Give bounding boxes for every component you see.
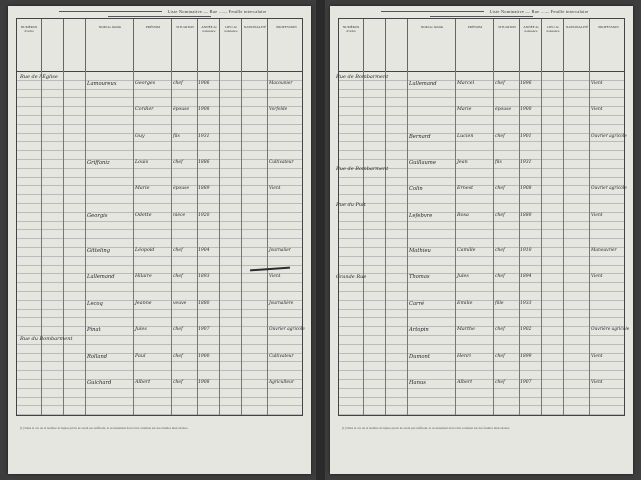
entry-given: Henri: [457, 353, 471, 359]
entry-name: Gitteling: [87, 248, 111, 254]
entry-year: 1931: [520, 160, 532, 165]
entry-job: Vient: [591, 80, 603, 86]
census-rows: [339, 71, 630, 415]
entry-year: 1920: [198, 212, 210, 218]
entry-status: chef: [173, 353, 183, 359]
entry-year: 1902: [520, 327, 532, 333]
column-header: PRÉNOM: [467, 25, 483, 29]
column-rule: [493, 71, 494, 415]
page-footnote: (1) Dans le cas où le nombre de lignes prévu ne serait pas suffisant, le recensement devra être continué sur des feuilles intercalaires.: [20, 426, 189, 430]
entry-given: Jules: [457, 274, 469, 280]
column-rule: [541, 71, 542, 415]
entry-given: Jean: [457, 160, 468, 165]
column-rule: [407, 71, 408, 415]
entry-year: 1900: [198, 353, 210, 359]
entry-year: 1886: [198, 160, 210, 165]
entry-year: 1900: [520, 107, 532, 113]
entry-year: 1904: [198, 248, 210, 253]
entry-given: Marthe: [457, 327, 475, 333]
entry-given: Emilie: [457, 300, 473, 306]
column-rule: [63, 71, 64, 415]
street-name: Rue du Puit: [336, 202, 366, 208]
column-rule: [197, 71, 198, 415]
entry-status: fils: [495, 160, 502, 165]
entry-status: chef: [173, 274, 183, 280]
entry-year: 1910: [520, 248, 532, 253]
entry-status: chef: [495, 186, 505, 192]
table-row: [17, 405, 302, 415]
entry-status: épouse: [173, 107, 190, 113]
column-rule: [455, 71, 456, 415]
entry-name: Lallemand: [87, 274, 115, 281]
entry-status: chef: [495, 212, 505, 218]
entry-name: Lamoureux: [87, 80, 117, 87]
entry-name: Carré: [409, 300, 425, 307]
entry-job: Vient: [269, 274, 281, 280]
entry-name: Colin: [409, 186, 423, 193]
street-name: Rue du Bombarment: [20, 336, 73, 342]
page-header: Liste Nominative — Rue ...— Feuille intercalaire: [8, 9, 311, 19]
entry-given: Hilaire: [135, 274, 152, 280]
entry-name: Dumont: [409, 353, 430, 360]
entry-given: Léopold: [135, 248, 155, 253]
entry-status: veuve: [173, 300, 187, 306]
entry-given: Odette: [135, 212, 152, 218]
entry-status: chef: [495, 133, 505, 139]
entry-given: Camille: [457, 248, 476, 253]
column-rule: [41, 71, 42, 415]
census-rows: [17, 71, 305, 415]
table-row: [339, 405, 624, 415]
entry-year: 1893: [198, 274, 210, 280]
column-header: NUMÉROS d'ordre: [342, 25, 360, 33]
entry-name: Hanus: [409, 380, 426, 386]
entry-status: chef: [495, 80, 505, 86]
entry-name: Lecoq: [87, 300, 103, 307]
column-rule: [267, 71, 268, 415]
entry-job: Ouvrier agricole: [269, 327, 305, 333]
entry-status: fille: [495, 300, 504, 306]
entry-job: Cultivateur: [269, 160, 294, 165]
entry-status: nièce: [173, 212, 186, 218]
entry-given: Guy: [135, 133, 145, 139]
entry-job: Manouvrier: [591, 248, 617, 253]
entry-name: Griffaniz: [87, 160, 110, 166]
entry-job: Ouvrier agricole: [591, 133, 627, 139]
column-headers: [339, 19, 624, 72]
column-rule: [363, 71, 364, 415]
entry-job: Agriculteur: [269, 380, 294, 385]
entry-job: Vient: [591, 107, 603, 113]
entry-status: chef: [173, 248, 183, 253]
entry-name: Bernard: [409, 133, 431, 140]
column-header: PROFESSION: [276, 25, 297, 29]
entry-given: Marcel: [457, 80, 475, 86]
entry-name: Mathieu: [409, 248, 431, 254]
entry-job: Ouvrière agricole: [591, 327, 630, 333]
entry-job: Journalier: [269, 248, 291, 253]
entry-status: chef: [173, 160, 183, 165]
entry-year: 1907: [198, 327, 210, 333]
column-header: NATIONALITÉ: [565, 25, 589, 29]
entry-status: épouse: [495, 107, 512, 113]
entry-given: Georges: [135, 80, 156, 86]
entry-status: épouse: [173, 186, 190, 192]
entry-year: 1933: [520, 300, 532, 306]
column-rule: [241, 71, 242, 415]
entry-job: Vient: [591, 380, 603, 385]
entry-status: chef: [495, 353, 505, 359]
entry-status: chef: [173, 327, 183, 333]
entry-job: Cultivateur: [269, 353, 294, 359]
entry-status: chef: [495, 327, 505, 333]
entry-job: Journalière: [269, 300, 294, 306]
entry-year: 1908: [198, 380, 210, 385]
column-rule: [219, 71, 220, 415]
entry-name: Pinat: [87, 327, 101, 334]
entry-name: Rolland: [87, 353, 108, 360]
entry-job: Vient: [591, 353, 603, 359]
entry-given: Paul: [135, 353, 146, 359]
column-header: NATIONALITÉ: [243, 25, 267, 29]
entry-job: Vorfelde: [269, 107, 288, 113]
entry-year: 1906: [198, 80, 210, 86]
entry-given: Louis: [135, 160, 149, 165]
street-name: Rue de Bombarment: [336, 166, 389, 172]
column-rule: [385, 71, 386, 415]
column-rule: [589, 71, 590, 415]
entry-year: 1908: [520, 186, 532, 192]
entry-status: fils: [173, 133, 180, 139]
page-header: Liste Nominative — Rue ...— Feuille intercalaire: [330, 9, 633, 19]
page-footnote: (1) Dans le cas où le nombre de lignes prévu ne serait pas suffisant, le recensement devra être continué sur des feuilles intercalaires.: [342, 426, 511, 430]
column-rule: [85, 71, 86, 415]
column-headers: [17, 19, 302, 72]
column-rule: [563, 71, 564, 415]
column-rule: [133, 71, 134, 415]
street-name: Rue de l'Église: [20, 74, 58, 80]
entry-year: 1880: [198, 300, 210, 306]
entry-name: Georgis: [87, 212, 108, 219]
entry-status: chef: [173, 80, 183, 86]
entry-status: chef: [495, 380, 505, 385]
census-page-left: [8, 6, 311, 474]
column-header: PROFESSION: [598, 25, 619, 29]
column-header: LIEU de naissance: [224, 25, 238, 33]
column-header: LIEU de naissance: [546, 25, 560, 33]
book-gutter: [316, 0, 325, 480]
entry-year: 1894: [520, 274, 532, 280]
entry-status: chef: [495, 274, 505, 280]
entry-given: Marie: [135, 186, 150, 192]
column-header: SITUATION: [498, 25, 516, 29]
entry-name: Thomas: [409, 274, 430, 281]
column-rule: [519, 71, 520, 415]
column-header: ANNÉE de naissance: [523, 25, 539, 33]
entry-job: Vient: [591, 212, 603, 218]
entry-given: Rosa: [457, 212, 469, 218]
entry-year: 1880: [520, 212, 532, 218]
entry-year: 1896: [520, 80, 532, 86]
entry-given: Albert: [135, 380, 151, 385]
census-page-right: [330, 6, 633, 474]
street-name: Rue de Bombarment: [336, 74, 389, 80]
entry-given: Lucien: [457, 133, 474, 139]
entry-job: Macounier: [269, 80, 293, 86]
column-rule: [171, 71, 172, 415]
entry-status: chef: [495, 248, 505, 253]
entry-given: Cordier: [135, 107, 154, 113]
column-header: NOM de famille: [98, 25, 122, 29]
entry-given: Ernest: [457, 186, 474, 192]
entry-year: 1908: [198, 107, 210, 113]
entry-name: Guichard: [87, 380, 112, 386]
entry-year: 1889: [198, 186, 210, 192]
entry-year: 1899: [520, 353, 532, 359]
entry-year: 1901: [520, 133, 532, 139]
entry-job: Vient: [269, 186, 281, 192]
column-header: PRÉNOM: [145, 25, 161, 29]
entry-status: chef: [173, 380, 183, 385]
entry-given: Jeanne: [135, 300, 152, 306]
street-name: Grande Rue: [336, 274, 367, 280]
entry-name: Lefebvre: [409, 212, 433, 219]
column-header: ANNÉE de naissance: [201, 25, 217, 33]
entry-year: 1931: [198, 133, 210, 139]
entry-year: 1907: [520, 380, 532, 385]
entry-given: Jules: [135, 327, 147, 333]
column-header: NOM de famille: [420, 25, 444, 29]
column-header: NUMÉROS d'ordre: [20, 25, 38, 33]
entry-name: Lallemand: [409, 80, 437, 87]
entry-job: Vient: [591, 274, 603, 280]
entry-job: Ouvrier agricole: [591, 186, 627, 192]
census-table: [16, 18, 303, 416]
entry-given: Albert: [457, 380, 473, 385]
column-header: SITUATION: [176, 25, 194, 29]
entry-name: Artopin: [409, 327, 429, 334]
entry-name: Guillaume: [409, 160, 436, 166]
entry-given: Marie: [457, 107, 472, 113]
